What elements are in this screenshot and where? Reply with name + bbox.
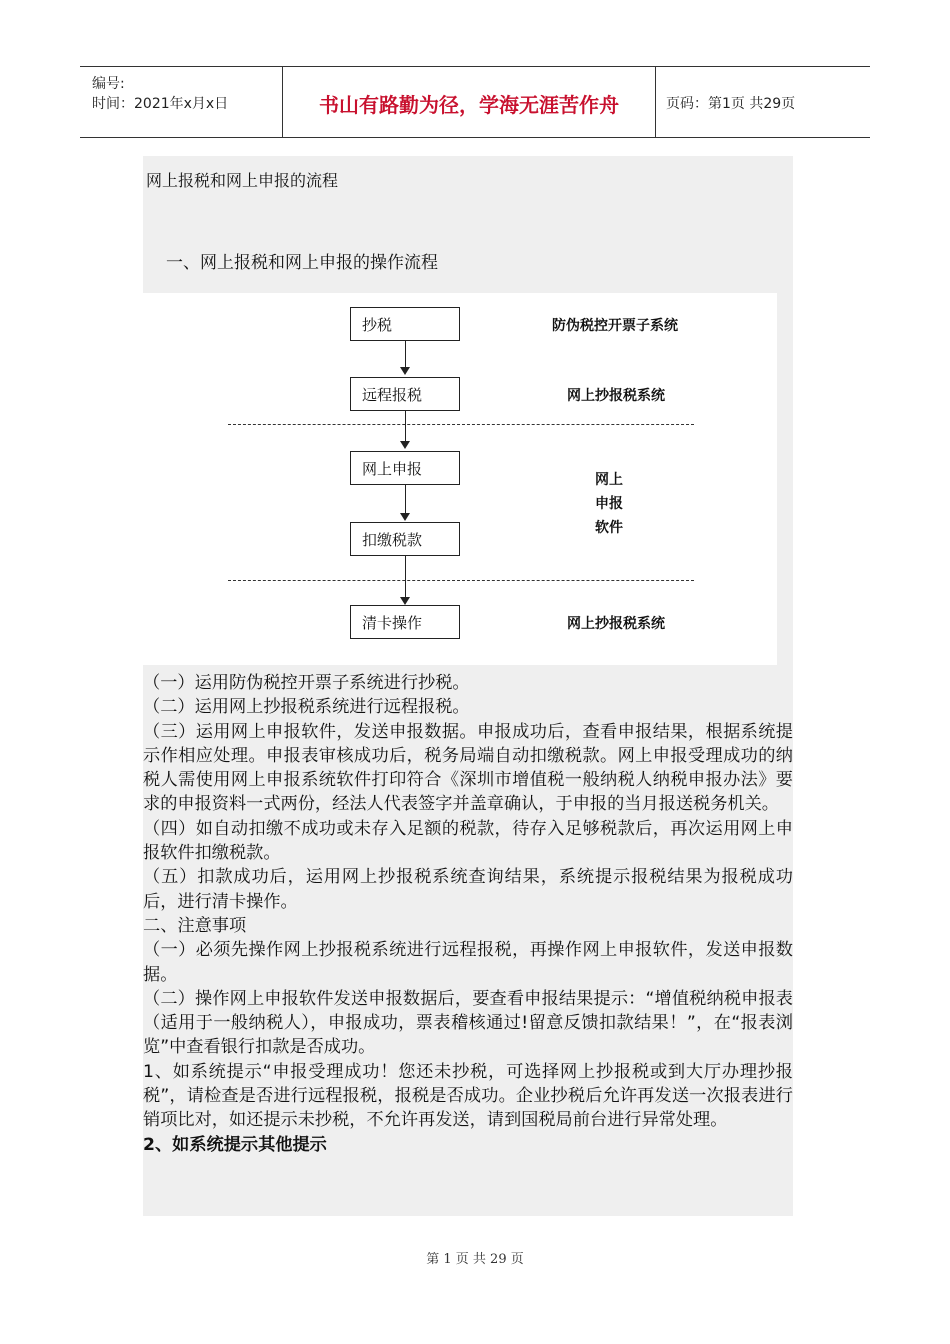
header-meta-cell [80, 67, 283, 137]
document-title: 网上报税和网上申报的流程 [146, 171, 339, 190]
flow-arrow [400, 597, 410, 605]
flow-arrow [400, 513, 410, 521]
flow-divider [228, 424, 694, 425]
flow-step-deduct-tax: 扣缴税款 [350, 522, 460, 556]
system-label-anti-forgery: 防伪税控开票子系统 [552, 318, 678, 334]
flowchart [143, 293, 777, 665]
flow-arrow [400, 441, 410, 449]
flow-step-online-declare: 网上申报 [350, 451, 460, 485]
flow-step-copy-tax: 抄税 [350, 307, 460, 341]
section1-title: 一、网上报税和网上申报的操作流程 [166, 253, 438, 273]
flow-connector [405, 485, 406, 513]
page-footer: 第 1 页 共 29 页 [426, 1252, 524, 1267]
header-motto-cell [283, 67, 656, 137]
flow-connector [405, 411, 406, 441]
paragraph: （三）运用网上申报软件，发送申报数据。申报成功后，查看申报结果，根据系统提示作相应处理。申报表审核成功后，税务局端自动扣缴税款。网上申报受理成功的纳税人需使用网上申报系统软件打印符合《深圳市增值税一般纳税人纳税申报办法》要求的申报资料一式两份，经法人代表签字并盖章确认，于申报的当月报送税务机关。 [143, 721, 793, 815]
paragraph: 2、如系统提示其他提示 [143, 1134, 327, 1155]
system-label-declare-2: 申报 [595, 496, 623, 512]
paragraph: （五）扣款成功后，运用网上抄报税系统查询结果，系统提示报税结果为报税成功后，进行清卡操作。 [143, 867, 793, 912]
paragraph: （二）运用网上抄报税系统进行远程报税。 [143, 697, 470, 718]
flow-divider [228, 580, 694, 581]
paragraph: （四）如自动扣缴不成功或未存入足额的税款，待存入足够税款后，再次运用网上申报软件扣缴税款。 [143, 818, 793, 864]
header-page-cell [656, 67, 870, 137]
page-header [80, 66, 870, 138]
motto-text: 书山有路勤为径，学海无涯苦作舟 [319, 93, 619, 117]
flow-connector [405, 341, 406, 367]
flow-step-remote-tax: 远程报税 [350, 377, 460, 411]
paragraph: （二）操作网上申报软件发送申报数据后，要查看申报结果提示：“增值税纳税申报表（适用于一般纳税人），申报成功，票表稽核通过!留意反馈扣款结果！”，在“报表浏览”中查看银行扣款是否成功。 [143, 988, 793, 1058]
time-label: 时间：2021年x月x日 [92, 96, 229, 112]
paragraph: （一）必须先操作网上抄报税系统进行远程报税，再操作网上申报软件，发送申报数据。 [143, 940, 793, 985]
paragraph: 1、如系统提示“申报受理成功！您还未抄税，可选择网上抄报税或到大厅办理抄报税”，请检查是否进行远程报税，报税是否成功。企业抄税后允许再发送一次报表进行销项比对，如还提示未抄税，不允许再发送，请到国税局前台进行异常处理。 [143, 1061, 793, 1131]
page-info: 页码：第1页 共29页 [666, 96, 796, 112]
system-label-declare-3: 软件 [595, 520, 623, 536]
section2-title: 二、注意事项 [143, 915, 247, 936]
system-label-online-tax: 网上抄报税系统 [567, 388, 665, 404]
serial-label: 编号: [92, 76, 125, 92]
system-label-online-tax-2: 网上抄报税系统 [567, 616, 665, 632]
body-text [143, 671, 793, 1157]
flow-arrow [400, 367, 410, 375]
paragraph: （一）运用防伪税控开票子系统进行抄税。 [143, 673, 470, 693]
flow-connector [405, 556, 406, 597]
flow-step-clear-card: 清卡操作 [350, 605, 460, 639]
system-label-declare-1: 网上 [595, 472, 623, 488]
